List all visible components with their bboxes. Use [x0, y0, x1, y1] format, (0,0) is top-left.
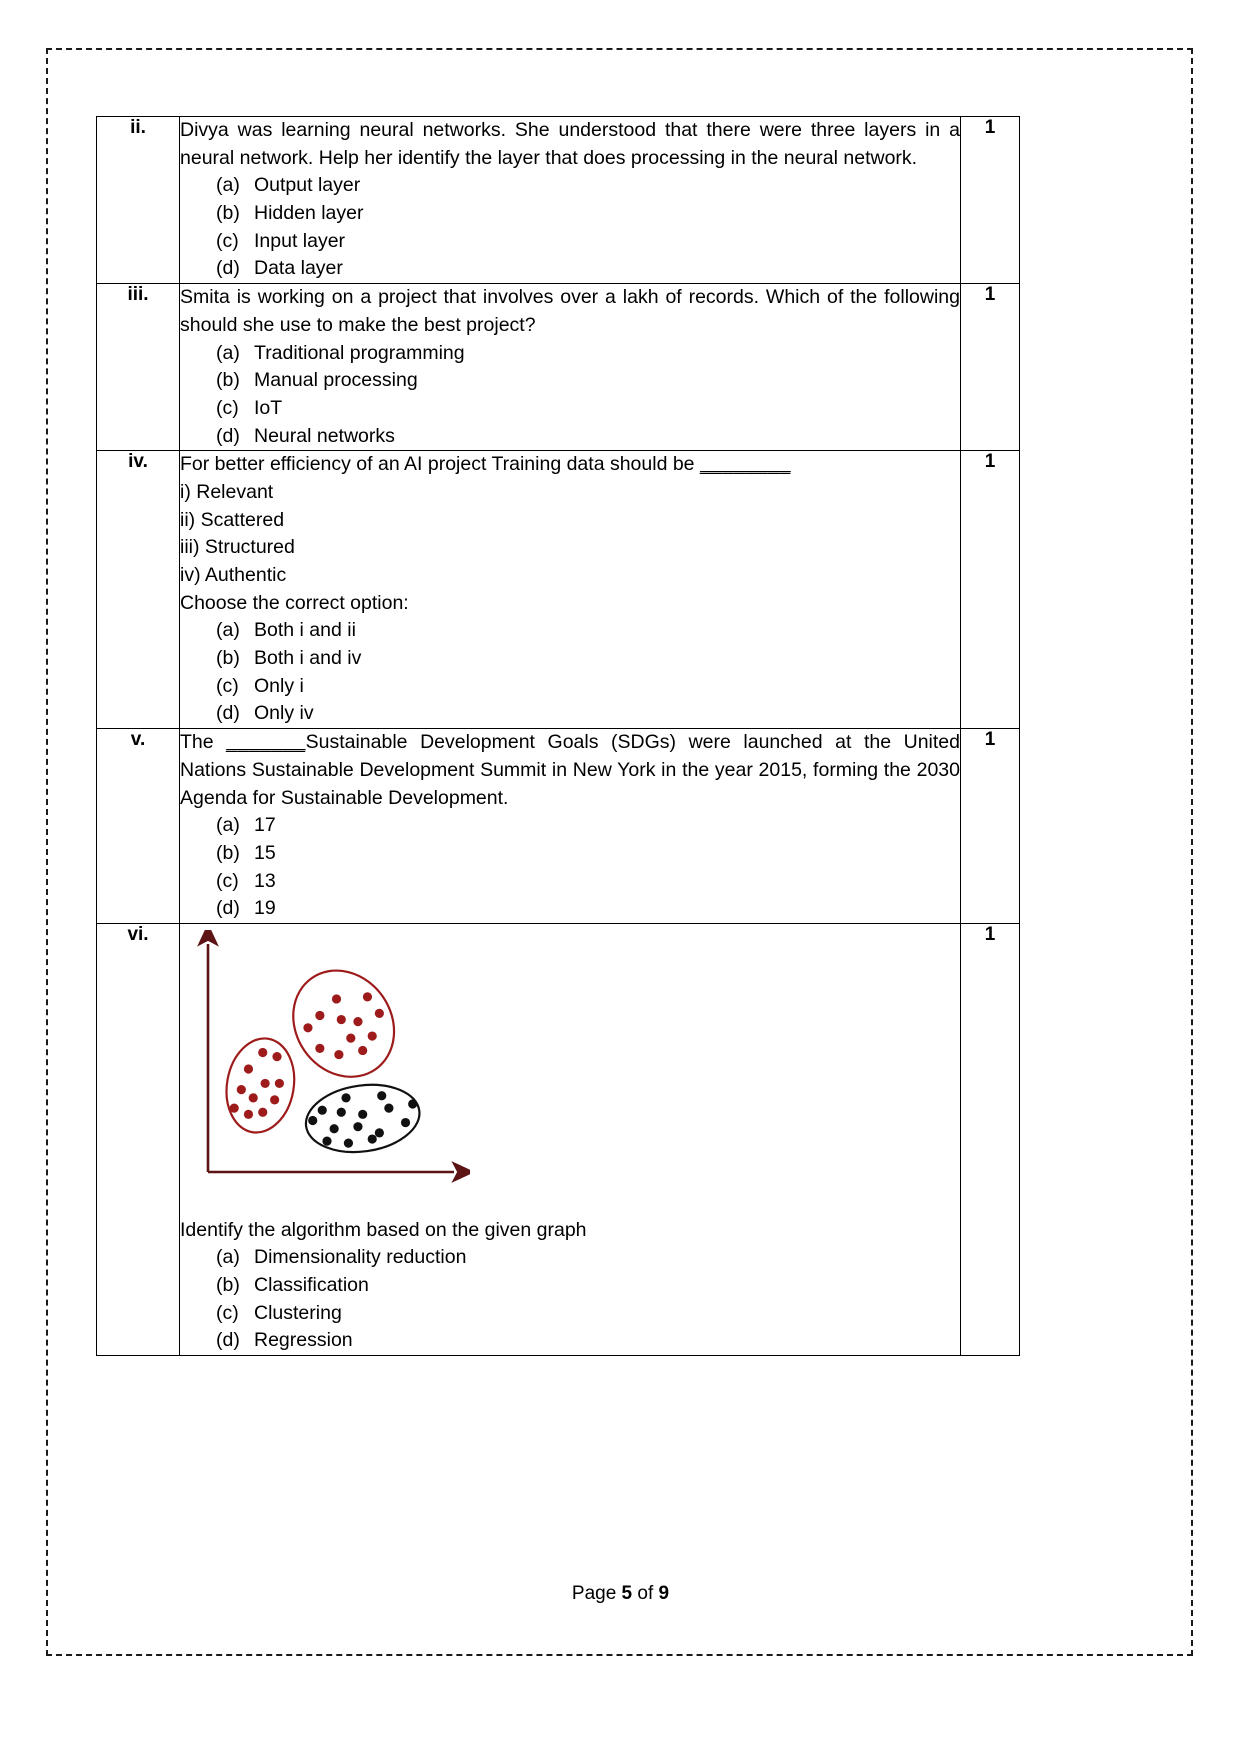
option-text: Only i	[254, 674, 304, 697]
question-subline: ii) Scattered	[180, 508, 285, 531]
option-text: Both i and iv	[254, 647, 362, 670]
option-text: Traditional programming	[254, 341, 465, 364]
question-marks: 1	[961, 451, 1020, 729]
option-label: (c)	[216, 674, 239, 697]
footer-page-number: 5	[621, 1583, 633, 1604]
list-item[interactable]	[216, 1300, 960, 1328]
option-text: Input layer	[254, 229, 346, 252]
list-item[interactable]	[216, 812, 960, 840]
question-stem: Divya was learning neural networks. She understood that there were three layers in a neural network. Help her identify the layer that does processing in the neural network.	[180, 119, 960, 169]
option-text: Hidden layer	[254, 202, 364, 225]
option-text: Dimensionality reduction	[254, 1246, 467, 1269]
list-item[interactable]	[216, 1327, 960, 1355]
option-label: (a)	[216, 341, 240, 364]
option-label: (b)	[216, 841, 240, 864]
list-item[interactable]	[216, 1272, 960, 1300]
option-list	[180, 340, 960, 451]
option-text: Regression	[254, 1329, 353, 1352]
fill-in-blank: ________	[699, 453, 791, 476]
option-text: Classification	[254, 1274, 369, 1296]
list-item[interactable]	[216, 423, 960, 451]
table-row	[97, 451, 1020, 729]
list-item[interactable]	[216, 840, 960, 868]
question-body	[180, 117, 961, 284]
option-label: (b)	[216, 1274, 240, 1296]
question-stem	[180, 451, 960, 479]
table-row	[97, 729, 1020, 924]
question-number: iii.	[97, 284, 180, 451]
option-label: (a)	[216, 814, 240, 837]
page-footer	[0, 1583, 1241, 1605]
option-label: (a)	[216, 174, 240, 197]
question-body	[180, 451, 961, 729]
question-stem-text: For better efficiency of an AI project Training data should be	[180, 453, 700, 476]
question-number: iv.	[97, 451, 180, 729]
question-body	[180, 729, 961, 924]
list-item[interactable]	[216, 700, 960, 728]
list-item[interactable]	[216, 617, 960, 645]
option-text: 13	[254, 869, 276, 892]
option-label: (d)	[216, 424, 240, 447]
question-number: ii.	[97, 117, 180, 284]
list-item[interactable]	[216, 200, 960, 228]
option-label: (b)	[216, 647, 240, 670]
list-item[interactable]	[216, 895, 960, 923]
list-item[interactable]	[216, 228, 960, 256]
question-marks: 1	[961, 284, 1020, 451]
list-item[interactable]	[216, 673, 960, 701]
question-body	[180, 284, 961, 451]
option-label: (d)	[216, 702, 240, 725]
option-text: 19	[254, 897, 276, 920]
option-list	[180, 172, 960, 283]
question-subline: iv) Authentic	[180, 564, 287, 586]
list-item[interactable]	[216, 645, 960, 673]
question-subline: iii) Structured	[180, 536, 295, 559]
list-item[interactable]	[216, 367, 960, 395]
option-label: (c)	[216, 396, 239, 419]
option-text: Manual processing	[254, 369, 418, 392]
list-item[interactable]	[216, 172, 960, 200]
option-text: Data layer	[254, 257, 343, 280]
question-table-container	[96, 116, 1016, 1356]
question-marks: 1	[961, 117, 1020, 284]
option-list	[180, 1244, 960, 1355]
option-text: Both i and ii	[254, 619, 356, 642]
option-label: (d)	[216, 897, 240, 920]
table-row	[97, 117, 1020, 284]
list-item[interactable]	[216, 868, 960, 896]
fill-in-blank: _______	[226, 731, 306, 754]
option-text: Output layer	[254, 174, 361, 197]
option-text: 15	[254, 841, 276, 864]
footer-prefix: Page	[571, 1583, 622, 1604]
table-row	[97, 923, 1020, 1355]
option-text: IoT	[254, 396, 283, 419]
question-stem-text: The	[180, 731, 227, 754]
question-stem-text: Sustainable Development Goals (SDGs) were launched at the United Nations Sustainable Development Summit in New York in the year 2015, forming the 2030 Agenda for Sustainable Development.	[180, 731, 960, 809]
option-text: Clustering	[254, 1301, 342, 1324]
option-text: Only iv	[254, 702, 314, 725]
question-stem	[180, 729, 960, 812]
choose-option-label: Choose the correct option:	[180, 591, 409, 614]
question-number: vi.	[97, 923, 180, 1355]
option-list	[180, 812, 960, 923]
question-marks: 1	[961, 923, 1020, 1355]
question-number: v.	[97, 729, 180, 924]
list-item[interactable]	[216, 255, 960, 283]
option-label: (c)	[216, 229, 239, 252]
option-text: Neural networks	[254, 424, 395, 447]
question-stem: Smita is working on a project that involves over a lakh of records. Which of the following should she use to make the best project?	[180, 286, 960, 336]
footer-total-pages: 9	[658, 1583, 670, 1604]
option-label: (b)	[216, 202, 240, 225]
question-subline: i) Relevant	[180, 480, 274, 503]
option-label: (d)	[216, 1329, 240, 1352]
clustering-graph	[180, 924, 960, 1211]
question-body	[180, 923, 961, 1355]
cluster-scatter-svg	[180, 930, 470, 1198]
option-label: (c)	[216, 869, 239, 892]
list-item[interactable]	[216, 340, 960, 368]
option-text: 17	[254, 814, 276, 837]
question-marks: 1	[961, 729, 1020, 924]
footer-middle: of	[632, 1583, 659, 1604]
list-item[interactable]	[216, 1244, 960, 1272]
list-item[interactable]	[216, 395, 960, 423]
option-label: (a)	[216, 619, 240, 642]
option-label: (d)	[216, 257, 240, 280]
option-label: (b)	[216, 369, 240, 392]
table-row	[97, 284, 1020, 451]
option-label: (c)	[216, 1301, 239, 1324]
question-table	[96, 116, 1020, 1356]
option-label: (a)	[216, 1246, 240, 1269]
graph-caption: Identify the algorithm based on the given graph	[180, 1218, 587, 1241]
option-list	[180, 617, 960, 728]
